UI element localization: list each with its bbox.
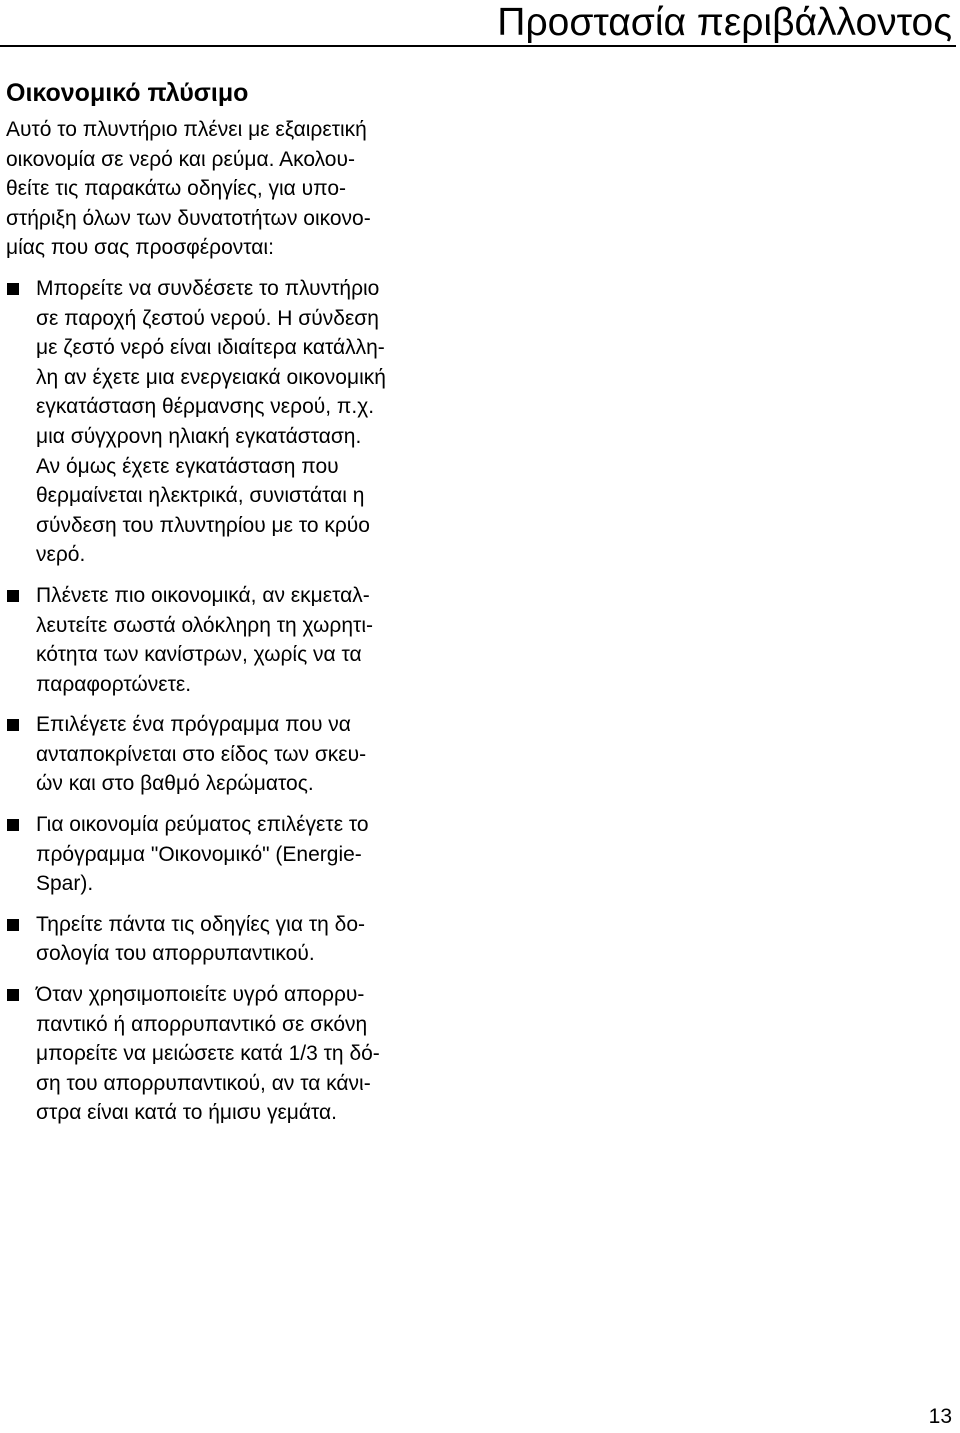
square-bullet-icon xyxy=(7,919,19,931)
header-divider xyxy=(0,45,956,47)
square-bullet-icon xyxy=(7,590,19,602)
main-content xyxy=(6,75,466,1139)
list-item-text: Όταν χρησιμοποιείτε υγρό απορρυ- παντικό ή απορρυπαντικό σε σκόνη μπορείτε να μειώσετε κατά 1/3 τη δό- ση του απορρυπαντικού, αν τα κάνι- στρα είναι κατά το ήμισυ γεμάτα. xyxy=(36,983,380,1125)
list-item xyxy=(6,581,466,699)
square-bullet-icon xyxy=(7,283,19,295)
intro-paragraph: Αυτό το πλυντήριο πλένει με εξαιρετική οικονομία σε νερό και ρεύμα. Ακολου- θείτε τις παρακάτω οδηγίες, για υπο- στήριξη όλων των δυνατοτήτων οικονο- μίας που σας προσφέρονται: xyxy=(6,118,371,260)
list-item-text: Επιλέγετε ένα πρόγραμμα που να ανταποκρίνεται στο είδος των σκευ- ών και στο βαθμό λερώματος. xyxy=(36,713,367,796)
page-number: 13 xyxy=(928,1405,952,1428)
list-item-text: Για οικονομία ρεύματος επιλέγετε το πρόγραμμα "Οικονομικό" (Energie- Spar). xyxy=(36,813,369,896)
list-item xyxy=(6,910,466,969)
list-item xyxy=(6,980,466,1128)
list-item xyxy=(6,810,466,899)
square-bullet-icon xyxy=(7,989,19,1001)
square-bullet-icon xyxy=(7,719,19,731)
list-item-text: Πλένετε πιο οικονομικά, αν εκμεταλ- λευτείτε σωστά ολόκληρη τη χωρητι- κότητα των κανίστρων, χωρίς να τα παραφορτώνετε. xyxy=(36,583,373,696)
tips-list xyxy=(6,274,466,1128)
square-bullet-icon xyxy=(7,819,19,831)
section-heading: Οικονομικό πλύσιμο xyxy=(6,79,249,107)
page-header-title: Προστασία περιβάλλοντος xyxy=(497,1,952,44)
list-item-text: Μπορείτε να συνδέσετε το πλυντήριο σε παροχή ζεστού νερού. Η σύνδεση με ζεστό νερό είναι ιδιαίτερα κατάλλη- λη αν έχετε μια ενεργειακά οικονομική εγκατάσταση θέρμανσης νερού, π.χ. μια σύγχρονη ηλιακή εγκατάσταση. Αν όμως έχετε εγκατάσταση που θερμαίνεται ηλεκτρικά, συνιστάται η σύνδεση του πλυντηρίου με το κρύο νερό. xyxy=(36,276,386,567)
list-item xyxy=(6,710,466,799)
list-item-text: Τηρείτε πάντα τις οδηγίες για τη δο- σολογία του απορρυπαντικού. xyxy=(36,912,365,966)
list-item xyxy=(6,274,466,570)
